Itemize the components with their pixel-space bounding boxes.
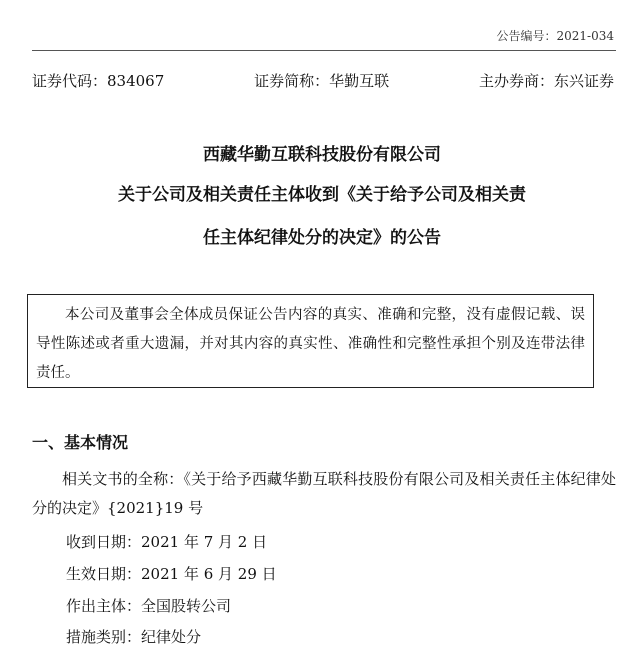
stock-code: 证券代码：834067: [32, 72, 165, 90]
measure-category: 措施类别：纪律处分: [66, 628, 202, 646]
document-full-name: 相关文书的全称：《关于给予西藏华勤互联科技股份有限公司及相关责任主体纪律处分的决定》{2021}19 号: [32, 470, 616, 517]
disclaimer-box: 本公司及董事会全体成员保证公告内容的真实、准确和完整，没有虚假记载、误导性陈述或者重大遗漏，并对其内容的真实性、准确性和完整性承担个别及连带法律责任。: [27, 294, 594, 388]
issuing-body: 作出主体：全国股转公司: [66, 597, 232, 615]
document-title-line-3: 任主体纪律处分的决定》的公告: [203, 228, 441, 248]
document-title-line-1: 西藏华勤互联科技股份有限公司: [203, 145, 441, 165]
sponsor-broker: 主办券商：东兴证券: [478, 72, 614, 90]
header-divider: [32, 50, 616, 51]
effective-date: 生效日期：2021 年 6 月 29 日: [66, 565, 277, 583]
document-title-line-2: 关于公司及相关责任主体收到《关于给予公司及相关责: [118, 185, 526, 205]
stock-abbreviation: 证券简称：华勤互联: [254, 72, 390, 90]
announcement-number: 公告编号：2021-034: [496, 29, 614, 43]
security-info-row: [32, 70, 614, 91]
section-heading-basic-info: 一、基本情况: [32, 433, 129, 452]
received-date: 收到日期：2021 年 7 月 2 日: [66, 533, 268, 551]
